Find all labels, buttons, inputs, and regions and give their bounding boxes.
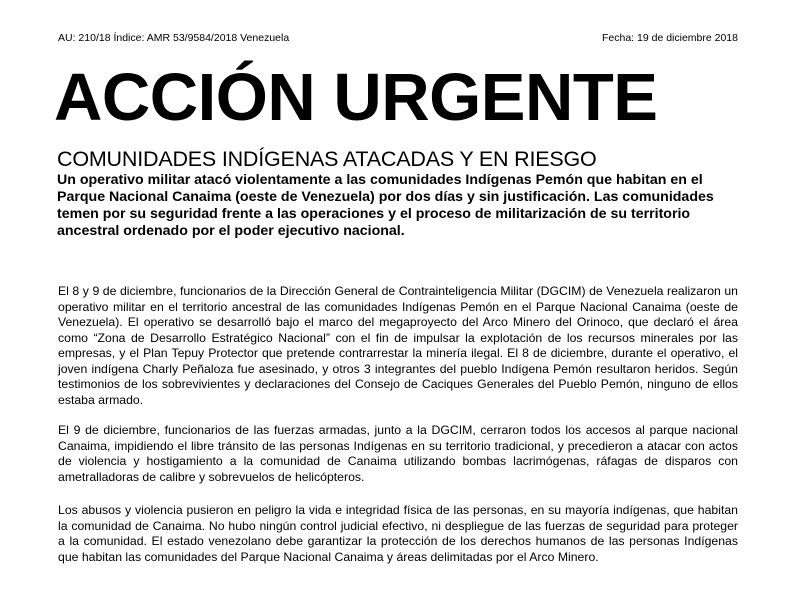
document-header <box>58 31 738 45</box>
lead-paragraph: Un operativo militar atacó violentamente a las comunidades Indígenas Pemón que habitan en el Parque Nacional Canaima (oeste de Venezuela) por dos días y sin justificación. Las comunidades temen por su seguridad frente a las operaciones y el proceso de militarización de su territorio ancestral ordenado por el poder ejecutivo nacional. <box>57 172 714 239</box>
body-paragraph-1: El 8 y 9 de diciembre, funcionarios de la Dirección General de Contrainteligencia Militar (DGCIM) de Venezuela realizaron un operativo militar en el territorio ancestral de las comunidades Indígenas Pemón en el Parque Nacional Canaima (oeste de Venezuela). El operativo se desarrolló bajo el marco del megaproyecto del Arco Minero del Orinoco, que declaró el área como “Zona de Desarrollo Estratégico Nacional” con el fin de impulsar la explotación de los recursos minerales por las empresas, y el Plan Tepuy Protector que pretende contrarrestar la minería ilegal. El 8 de diciembre, durante el operativo, el joven indígena Charly Peñaloza fue asesinado, y otros 3 integrantes del pueblo Indígena Pemón resultaron heridos. Según testimonios de los sobrevivientes y declaraciones del Consejo de Caciques Generales del Pueblo Pemón, ninguno de ellos estaba armado. <box>58 284 738 407</box>
reference-index: AU: 210/18 Índice: AMR 53/9584/2018 Venezuela <box>58 32 290 44</box>
page-title: ACCIÓN URGENTE <box>54 60 658 135</box>
document-date: Fecha: 19 de diciembre 2018 <box>601 32 738 44</box>
body-paragraph-3: Los abusos y violencia pusieron en peligro la vida e integridad física de las personas, en su mayoría indígenas, que habitan la comunidad de Canaima. No hubo ningún control judicial efectivo, ni despliegue de las fuerzas de seguridad para proteger a la comunidad. El estado venezolano debe garantizar la protección de los derechos humanos de las personas Indígenas que habitan las comunidades del Parque Nacional Canaima y áreas delimitadas por el Arco Minero. <box>58 503 738 564</box>
page-subtitle: COMUNIDADES INDÍGENAS ATACADAS Y EN RIESGO <box>57 147 597 171</box>
body-paragraph-2: El 9 de diciembre, funcionarios de las fuerzas armadas, junto a la DGCIM, cerraron todos los accesos al parque nacional Canaima, impidiendo el libre tránsito de las personas Indígenas en su territorio tradicional, y precedieron a atacar con actos de violencia y hostigamiento a la comunidad de Canaima utilizando bombas lacrimógenas, ráfagas de disparos con ametralladoras de calibre y sobrevuelos de helicópteros. <box>58 423 738 484</box>
